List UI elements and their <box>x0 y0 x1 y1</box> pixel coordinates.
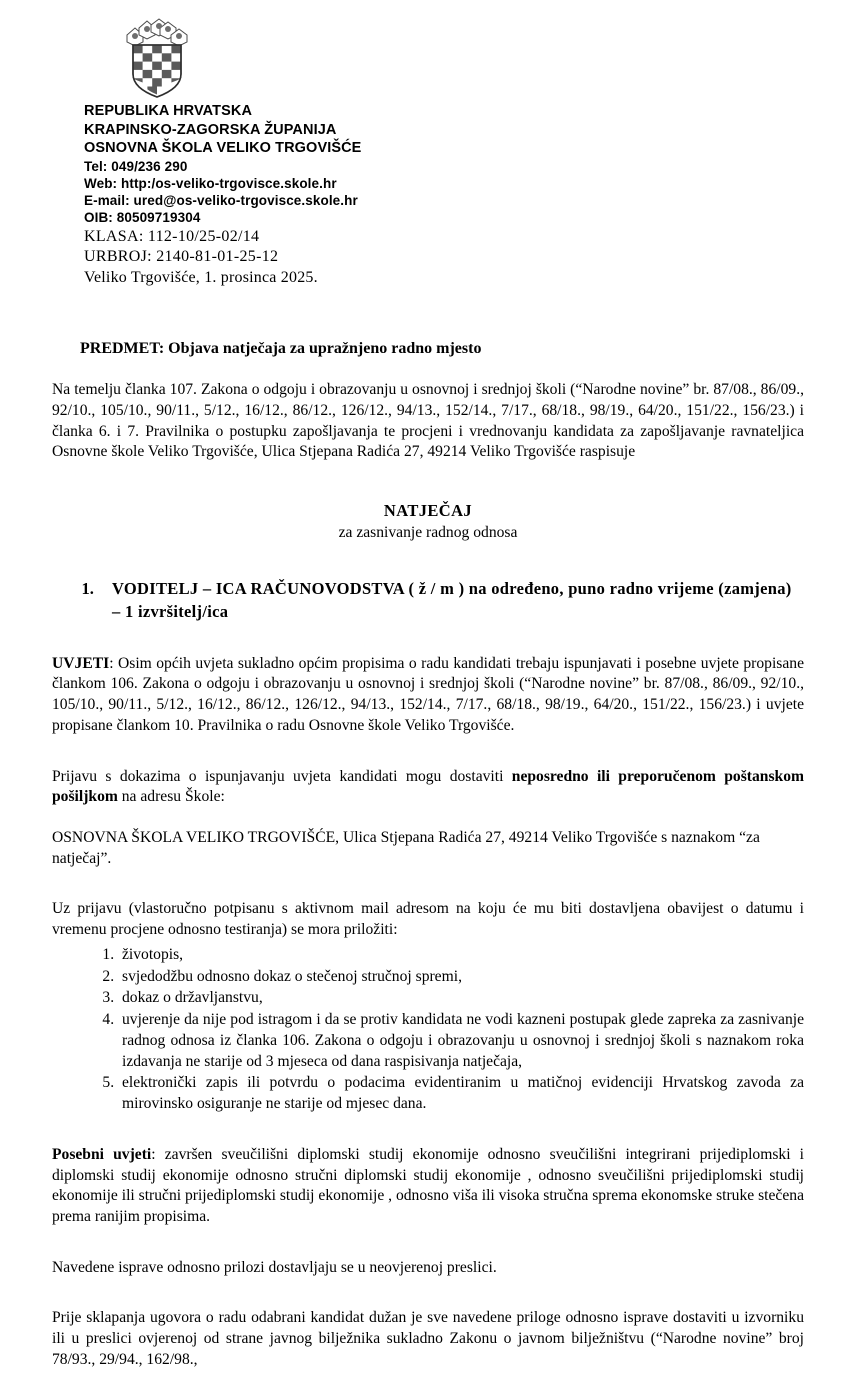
letterhead-line-zupanija: KRAPINSKO-ZAGORSKA ŽUPANIJA <box>84 121 337 138</box>
list-item: 3. dokaz o državljanstvu, <box>118 988 804 1009</box>
letterhead-line-skola: OSNOVNA ŠKOLA VELIKO TRGOVIŠĆE <box>84 140 362 157</box>
letterhead-urbroj: URBROJ: 2140-81-01-25-12 <box>84 248 279 266</box>
application-delivery-bold: neposredno ili preporučenom poštanskom pošiljkom <box>52 767 804 806</box>
job-position-item <box>98 578 804 624</box>
document-subtitle: za zasnivanje radnog odnosa <box>338 524 518 542</box>
conditions-label: UVJETI <box>52 654 110 672</box>
letterhead-place-date: Veliko Trgovišće, 1. prosinca 2025. <box>84 268 318 286</box>
list-item: 1. životopis, <box>118 945 804 966</box>
job-position-list <box>52 578 804 624</box>
job-position-text: VODITELJ – ICA RAČUNOVODSTVA ( ž / m ) na određeno, puno radno vrijeme (zamjena) – 1 izvršitelj/ica <box>112 579 792 621</box>
coat-of-arms-icon <box>124 18 190 98</box>
list-item: 5. elektronički zapis ili potvrdu o podacima evidentiranim u matičnoj evidenciji Hrvatskog zavoda za mirovinsko osiguranje ne starije od mjesec dana. <box>118 1073 804 1114</box>
letterhead <box>84 102 804 288</box>
intro-paragraph: Na temelju članka 107. Zakona o odgoju i obrazovanju u osnovnoj i srednjoj školi (“Narodne novine” br. 87/08., 86/09., 92/10., 105/10., 90/11., 5/12., 16/12., 86/12., 126/12., 94/13., 152/14., 7/17., 68/18., 98/19., 64/20., 151/22., 156/23.) i članka 6. i 7. Pravilnika o postupku zapošljavanja te procjeni i vrednovanju kandidata za zapošljavanje ravnateljica Osnovne škole Veliko Trgovišće, Ulica Stjepana Radića 27, 49214 Veliko Trgovišće raspisuje <box>52 381 804 461</box>
list-item: 2. svjedodžbu odnosno dokaz o stečenoj stručnoj spremi, <box>118 967 804 988</box>
letterhead-line-republika: REPUBLIKA HRVATSKA <box>84 103 253 119</box>
conditions-text: : Osim općih uvjeta sukladno općim propisima o radu kandidati trebaju ispunjavati i posebne uvjete propisane člankom 106. Zakona o odgoju i obrazovanju u osnovnoj i srednjoj školi (“Narodne novine” br. 87/08., 86/09., 92/10., 105/10., 90/11., 5/12., 16/12., 86/12., 126/12., 94/13., 152/14., 7/17., 68/18., 98/19., 64/20., 151/22., 156/23.) i uvjete propisane člankom 10. Pravilnika o radu Osnovne škole Veliko Trgovišće. <box>52 654 804 734</box>
letterhead-line-oib: OIB: 80509719304 <box>84 210 201 226</box>
document-title: NATJEČAJ <box>383 501 473 521</box>
application-delivery-pre: Prijavu s dokazima o ispunjavanju uvjeta kandidati mogu dostaviti <box>52 767 512 785</box>
school-address: OSNOVNA ŠKOLA VELIKO TRGOVIŠĆE, Ulica Stjepana Radića 27, 49214 Veliko Trgovišće s naznakom “za natječaj”. <box>52 828 760 867</box>
letterhead-klasa: KLASA: 112-10/25-02/14 <box>84 227 260 245</box>
application-delivery-post: na adresu Škole: <box>117 788 225 806</box>
attachments-intro: Uz prijavu (vlastoručno potpisanu s aktivnom mail adresom na koju će mu biti dostavljena obavijest o datumu i vremenu procjene odnosno testiranja) se mora priložiti: <box>52 900 804 939</box>
documents-list <box>52 945 804 1115</box>
letterhead-line-email: E-mail: ured@os-veliko-trgovisce.skole.hr <box>84 193 358 209</box>
special-conditions-label: Posebni uvjeti <box>52 1145 152 1163</box>
special-conditions-text: : završen sveučilišni diplomski studij ekonomije odnosno sveučilišni integrirani prijediplomski i diplomski studij ekonomije odnosno stručni diplomski studij ekonomije , odnosno sveučilišni prijediplomski studij ekonomije ili stručni prijediplomski studij ekonomije , odnosno viša ili visoka stručna sprema ekonomske struke stečena prema ranijim propisima. <box>52 1145 804 1225</box>
closing-paragraph: Prije sklapanja ugovora o radu odabrani kandidat dužan je sve navedene priloge odnosno isprave dostaviti u izvorniku ili u preslici ovjerenoj od strane javnog bilježnika sukladno Zakonu o javnom bilježništvu (“Narodne novine” broj 78/93., 29/94., 162/98., <box>52 1309 804 1368</box>
letterhead-line-tel: Tel: 049/236 290 <box>84 158 188 174</box>
copies-note: Navedene isprave odnosno prilozi dostavljaju se u neovjerenoj preslici. <box>52 1258 497 1276</box>
coat-of-arms <box>124 18 190 98</box>
document-subject: PREDMET: Objava natječaja za upražnjeno radno mjesto <box>80 340 482 358</box>
conditions-section <box>52 654 804 737</box>
list-item: 4. uvjerenje da nije pod istragom i da se protiv kandidata ne vodi kazneni postupak glede zapreka za zasnivanje radnog odnosa iz članka 106. Zakona o odgoju i obrazovanju u osnovnoj i srednjoj školi s naznakom roka izdavanja ne starije od 3 mjeseca od dana raspisivanja natječaja, <box>118 1010 804 1072</box>
special-conditions-section <box>52 1145 804 1228</box>
application-delivery <box>52 767 804 808</box>
letterhead-line-web: Web: http:/os-veliko-trgovisce.skole.hr <box>84 175 337 191</box>
